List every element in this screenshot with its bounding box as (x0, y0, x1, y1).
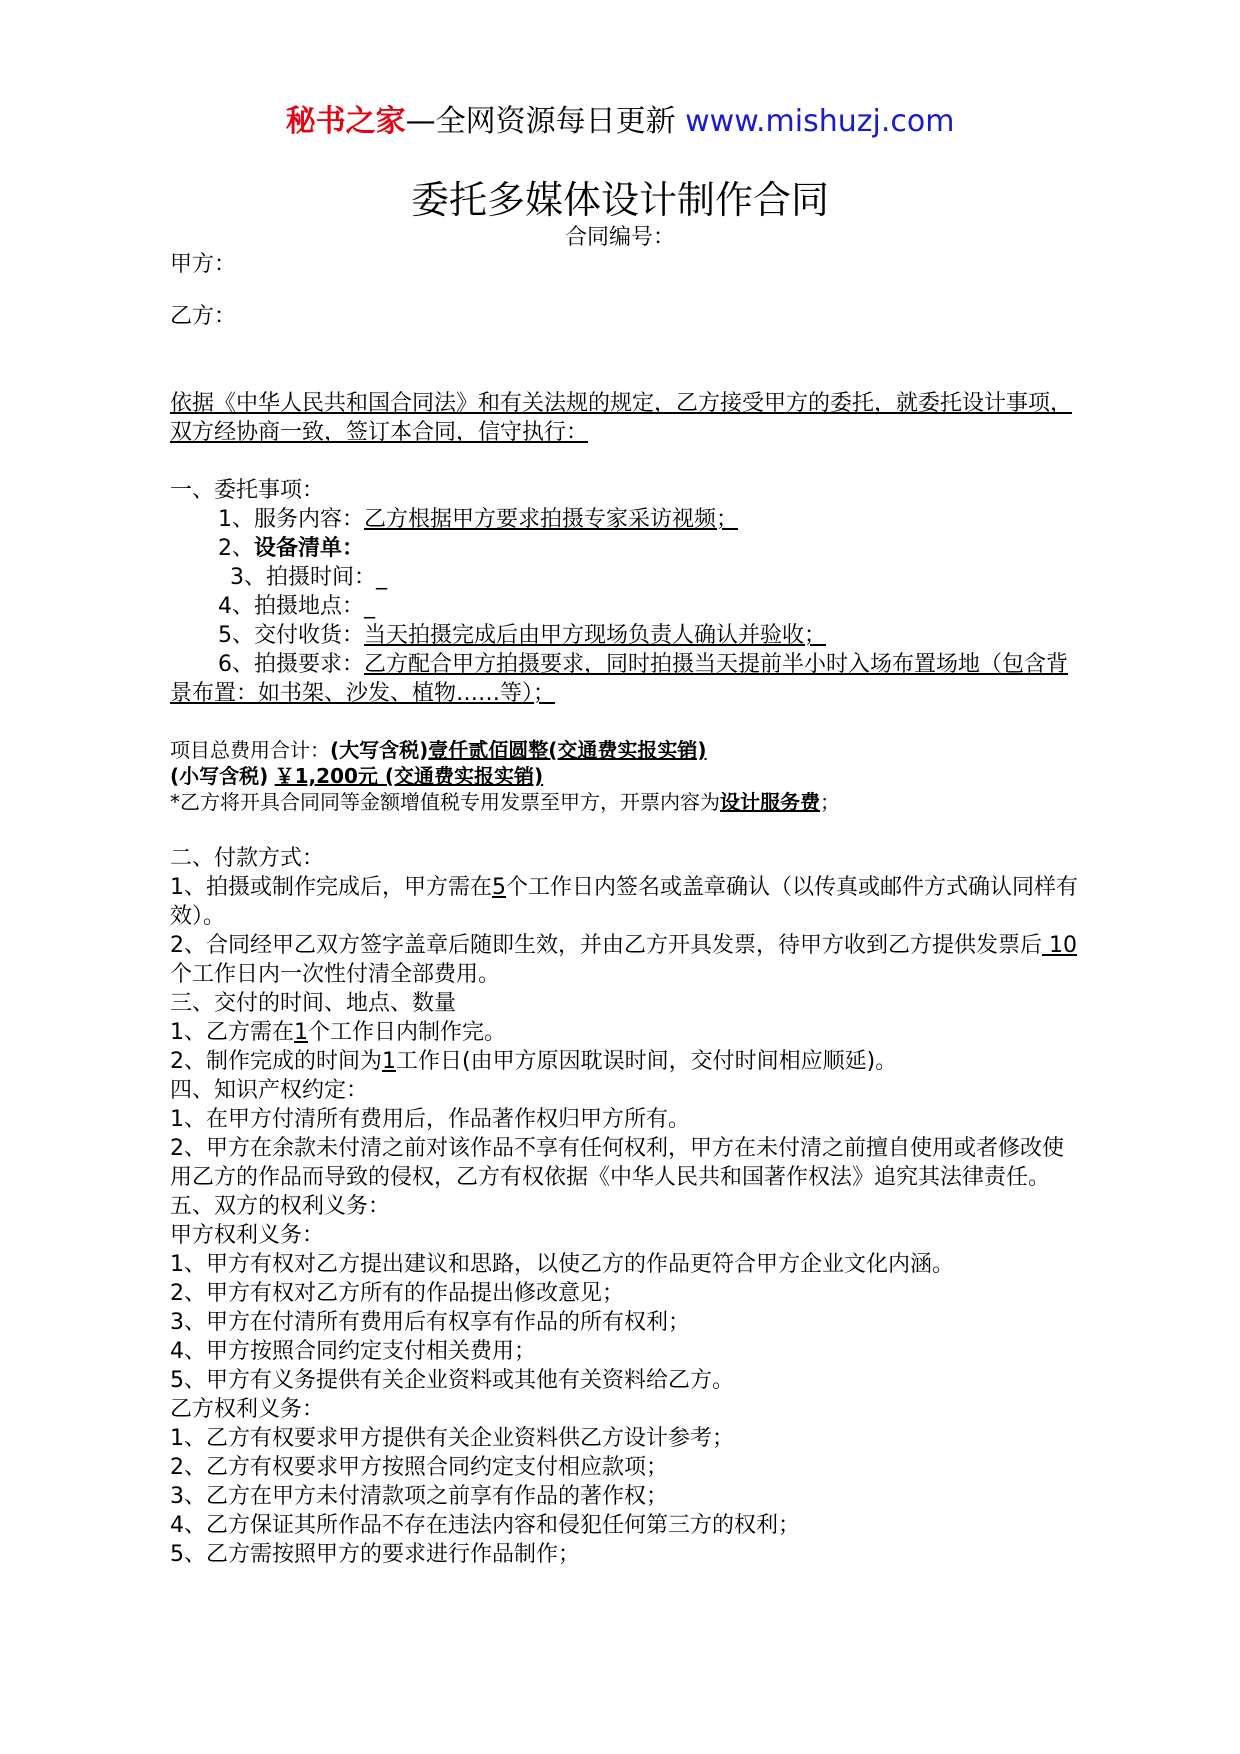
section1-item5 (170, 621, 1080, 650)
invoice-note-suffix: ； (820, 790, 840, 814)
section1-item6 (170, 650, 1080, 708)
item2-value: 设备清单： (254, 536, 365, 561)
party-b-duty: 3、乙方在甲方未付清款项之前享有作品的著作权； (170, 1484, 668, 1509)
contract-number-label: 合同编号： (564, 225, 675, 250)
fee-lower-value: ￥1,200元 (交通费实报实销) (274, 764, 544, 788)
document-body (170, 250, 1080, 1569)
section2-p1-text-b: 个工作日内签名或盖章确认（以传真或邮件方式确认同样有效）。 (170, 875, 1079, 929)
section4-p1: 1、在甲方付清所有费用后，作品著作权归甲方所有。 (170, 1107, 690, 1132)
fee-total-label: 项目总费用合计： (170, 738, 330, 762)
item1-label: 1、服务内容： (218, 507, 364, 532)
section3-p1-text-b: 个工作日内制作完。 (308, 1020, 507, 1045)
section1-item1 (170, 505, 1080, 534)
section4-p2: 2、甲方在余款未付清之前对该作品不享有任何权利，甲方在未付清之前擅自使用或者修改使用乙方的作品而导致的侵权，乙方有权依据《中华人民共和国著作权法》追究其法律责任。 (170, 1136, 1065, 1190)
invoice-note (170, 789, 1080, 815)
banner-brand: 秘书之家 (285, 104, 406, 139)
section5-heading: 五、双方的权利义务： (170, 1194, 391, 1219)
section3-p1-days: 1 (294, 1020, 308, 1045)
item6-label: 6、拍摄要求： (218, 652, 364, 677)
section3-p2-days: 1 (382, 1049, 396, 1074)
banner-slogan: —全网资源每日更新 (405, 104, 676, 139)
section3-p2 (170, 1047, 1080, 1076)
section2-heading: 二、付款方式： (170, 846, 325, 871)
document-title: 委托多媒体设计制作合同 (410, 178, 829, 222)
fee-lower (170, 763, 1080, 789)
site-banner (0, 100, 1240, 144)
section1-item3 (170, 563, 1080, 592)
item1-value: 乙方根据甲方要求拍摄专家采访视频； (364, 507, 739, 532)
section2-p1 (170, 873, 1080, 931)
party-b-duty: 2、乙方有权要求甲方按照合同约定支付相应款项； (170, 1455, 668, 1480)
section2-p2 (170, 931, 1080, 989)
party-b-duty: 1、乙方有权要求甲方提供有关企业资料供乙方设计参考； (170, 1426, 734, 1451)
section2-p2-text-b: 个工作日内一次性付清全部费用。 (170, 962, 501, 987)
section2-p1-text-a: 1、拍摄或制作完成后，甲方需在 (170, 875, 492, 900)
item3-value: _ (376, 565, 387, 590)
invoice-note-bold: 设计服务费 (720, 790, 820, 814)
section3-p2-text-b: 工作日(由甲方原因耽误时间，交付时间相应顺延)。 (396, 1049, 898, 1074)
item6-value: 乙方配合甲方拍摄要求，同时拍摄当天提前半小时入场布置场地（包含背景布置：如书架、沙发、植物……等）； (170, 652, 1069, 706)
preamble: 依据《中华人民共和国合同法》和有关法规的规定，乙方接受甲方的委托，就委托设计事项，双方经协商一致，签订本合同，信守执行： (170, 391, 1073, 445)
party-a-label: 甲方： (170, 252, 237, 277)
section2-p2-days: 10 (1042, 933, 1078, 958)
party-b-duty: 5、乙方需按照甲方的要求进行作品制作； (170, 1542, 580, 1567)
section3-p1 (170, 1018, 1080, 1047)
section3-p2-text-a: 2、制作完成的时间为 (170, 1049, 382, 1074)
party-a-duty: 4、甲方按照合同约定支付相关费用； (170, 1339, 536, 1364)
party-b-label: 乙方： (170, 304, 237, 329)
party-a-duty: 2、甲方有权对乙方所有的作品提出修改意见； (170, 1281, 624, 1306)
party-b-duty: 4、乙方保证其所作品不存在违法内容和侵犯任何第三方的权利； (170, 1513, 800, 1538)
party-b-duties-heading: 乙方权利义务： (170, 1397, 325, 1422)
item2-label: 2、 (218, 536, 254, 561)
banner-url[interactable]: www.mishuzj.com (685, 104, 955, 139)
item5-value: 当天拍摄完成后由甲方现场负责人确认并验收； (364, 623, 827, 648)
section1-item2 (170, 534, 1080, 563)
section4-heading: 四、知识产权约定： (170, 1078, 369, 1103)
section2-p2-text-a: 2、合同经甲乙双方签字盖章后随即生效，并由乙方开具发票，待甲方收到乙方提供发票后 (170, 933, 1043, 958)
fee-total (170, 737, 1080, 763)
section1-heading: 一、委托事项： (170, 478, 325, 503)
party-a-duties-heading: 甲方权利义务： (170, 1223, 325, 1248)
invoice-note-prefix: *乙方将开具合同同等金额增值税专用发票至甲方，开票内容为 (170, 790, 720, 814)
section2-p1-days: 5 (492, 875, 506, 900)
section3-heading: 三、交付的时间、地点、数量 (170, 991, 457, 1016)
party-a-duty: 3、甲方在付清所有费用后有权享有作品的所有权利； (170, 1310, 690, 1335)
party-a-duty: 5、甲方有义务提供有关企业资料或其他有关资料给乙方。 (170, 1368, 734, 1393)
fee-lower-label: (小写含税) (170, 764, 269, 788)
item4-value: _ (364, 594, 375, 619)
item5-label: 5、交付收货： (218, 623, 364, 648)
fee-upper-value: 壹仟贰佰圆整(交通费实报实销) (428, 738, 707, 762)
item3-label: 3、拍摄时间： (230, 565, 376, 590)
party-a-duty: 1、甲方有权对乙方提出建议和思路，以使乙方的作品更符合甲方企业文化内涵。 (170, 1252, 954, 1277)
item4-label: 4、拍摄地点： (218, 594, 364, 619)
fee-upper-label: (大写含税) (330, 738, 429, 762)
section3-p1-text-a: 1、乙方需在 (170, 1020, 294, 1045)
section1-item4 (170, 592, 1080, 621)
